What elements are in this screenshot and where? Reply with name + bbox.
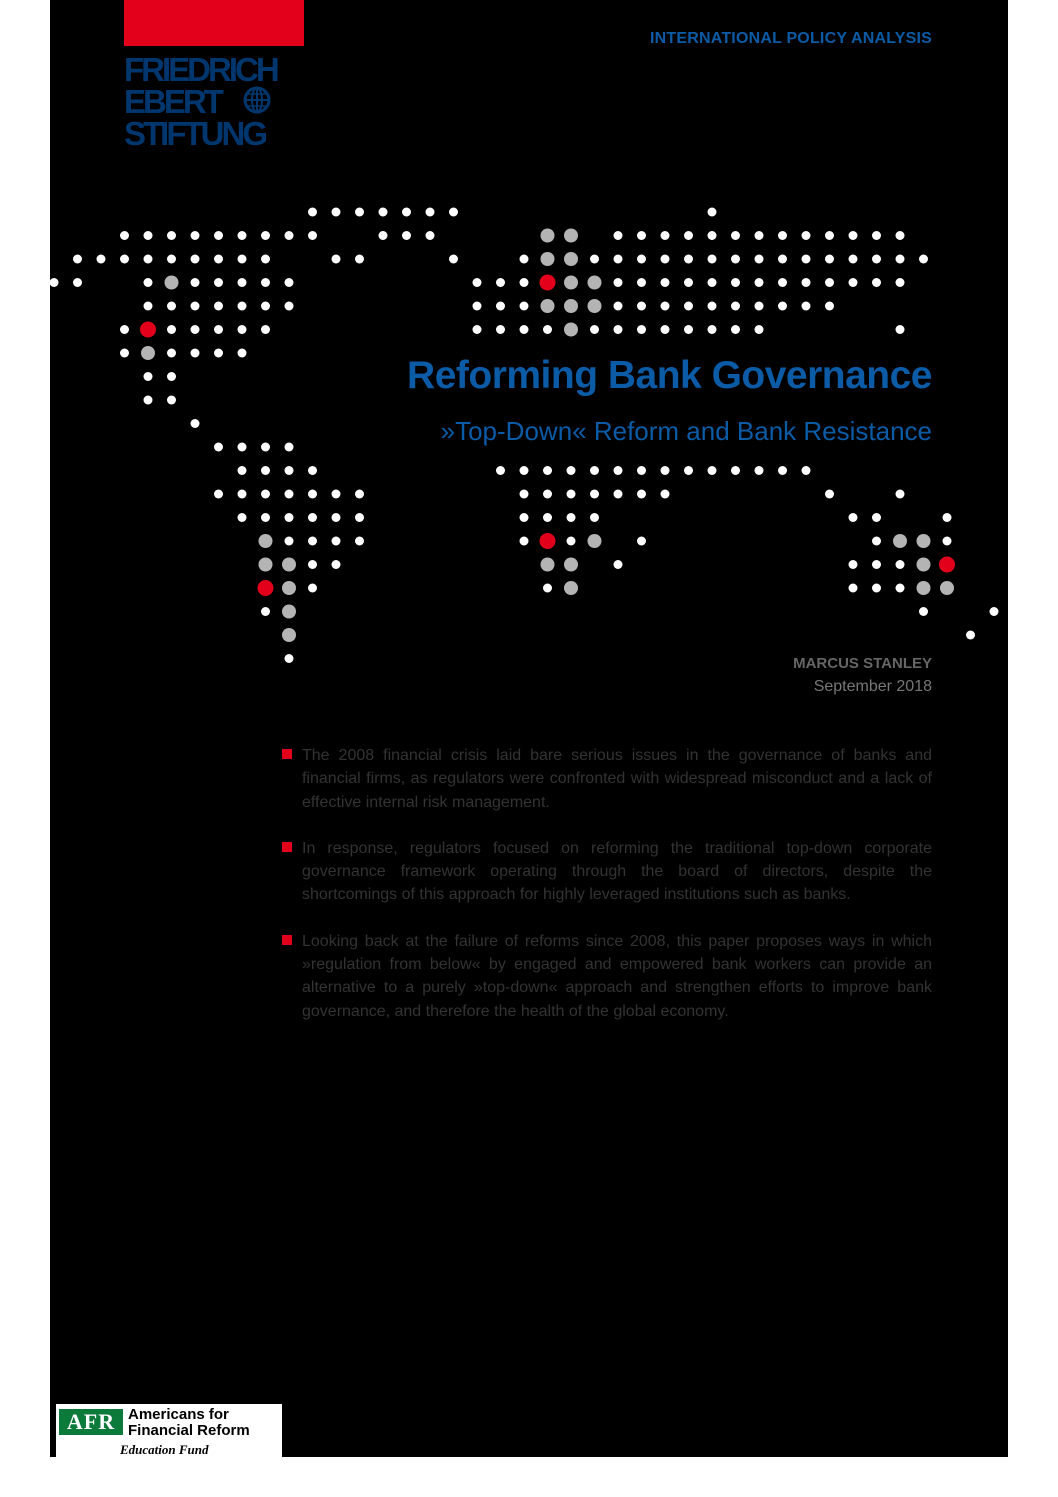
map-dot <box>214 325 223 334</box>
map-dot <box>637 490 646 499</box>
map-dot <box>614 231 623 240</box>
map-dot <box>708 255 717 264</box>
map-dot <box>261 443 270 452</box>
map-dot <box>355 490 364 499</box>
map-dot <box>261 466 270 475</box>
map-dot <box>943 513 952 522</box>
map-dot <box>285 302 294 311</box>
map-dot <box>637 466 646 475</box>
map-dot <box>778 231 787 240</box>
map-dot <box>661 302 670 311</box>
map-dot <box>564 581 578 595</box>
list-item-text: The 2008 financial crisis laid bare serious issues in the governance of banks and financial firms, as regulators were confronted with widespread misconduct and a lack of effective internal risk management. <box>302 747 932 811</box>
map-dot <box>282 605 296 619</box>
list-item-text: Looking back at the failure of reforms since 2008, this paper proposes ways in which »regulation from below« by engaged and empowered bank workers can provide an alternative to a purely »top-down« approach and strengthen efforts to improve bank governance, and therefore the health of the global economy. <box>302 932 932 1020</box>
map-dot <box>191 302 200 311</box>
map-dot <box>308 466 317 475</box>
map-dot <box>872 560 881 569</box>
map-dot <box>731 325 740 334</box>
map-dot <box>755 231 764 240</box>
map-dot <box>261 325 270 334</box>
map-dot <box>144 302 153 311</box>
map-dot <box>238 255 247 264</box>
map-dot <box>896 560 905 569</box>
map-dot <box>588 534 602 548</box>
map-dot <box>755 255 764 264</box>
map-dot <box>167 349 176 358</box>
map-dot <box>285 278 294 287</box>
map-dot <box>120 255 129 264</box>
map-dot <box>943 537 952 546</box>
afr-logo <box>56 1404 282 1460</box>
map-dot <box>543 325 552 334</box>
map-dot <box>238 490 247 499</box>
map-dot <box>917 558 931 572</box>
map-dot <box>590 325 599 334</box>
map-dot <box>896 278 905 287</box>
map-dot <box>496 278 505 287</box>
map-dot <box>285 443 294 452</box>
map-dot <box>308 208 317 217</box>
map-dot <box>402 208 411 217</box>
map-dot <box>520 513 529 522</box>
map-dot <box>167 372 176 381</box>
map-dot <box>214 490 223 499</box>
map-dot <box>191 419 200 428</box>
map-dot <box>614 490 623 499</box>
map-dot <box>355 255 364 264</box>
logo-line-3: STIFTUNG <box>124 115 265 152</box>
map-dot <box>588 299 602 313</box>
map-dot <box>778 278 787 287</box>
map-dot <box>285 231 294 240</box>
map-dot <box>637 537 646 546</box>
map-dot <box>825 490 834 499</box>
map-dot <box>849 584 858 593</box>
map-dot <box>708 466 717 475</box>
map-dot <box>637 325 646 334</box>
map-dot <box>567 466 576 475</box>
map-dot <box>778 302 787 311</box>
map-dot <box>893 534 907 548</box>
afr-name-line-2: Financial Reform <box>128 1422 250 1439</box>
map-dot <box>238 513 247 522</box>
map-dot <box>50 278 59 287</box>
map-dot <box>379 208 388 217</box>
map-dot <box>214 302 223 311</box>
page-subtitle: »Top-Down« Reform and Bank Resistance <box>440 416 932 446</box>
map-dot <box>917 534 931 548</box>
map-dot <box>919 607 928 616</box>
afr-abbr: AFR <box>59 1409 123 1435</box>
map-dot <box>285 513 294 522</box>
map-dot <box>541 558 555 572</box>
map-dot <box>97 255 106 264</box>
map-dot <box>564 558 578 572</box>
map-dot <box>919 255 928 264</box>
logo-line-1: FRIEDRICH <box>124 51 277 88</box>
map-dot <box>543 490 552 499</box>
map-dot <box>590 490 599 499</box>
map-dot-highlight <box>258 580 274 596</box>
map-dot <box>73 255 82 264</box>
map-dot <box>614 278 623 287</box>
map-dot <box>261 255 270 264</box>
map-dot <box>191 349 200 358</box>
map-dot <box>849 513 858 522</box>
map-dot <box>564 229 578 243</box>
map-dot <box>731 278 740 287</box>
map-dot <box>73 278 82 287</box>
map-dot <box>637 231 646 240</box>
map-dot <box>308 231 317 240</box>
map-dot <box>614 255 623 264</box>
map-dot <box>684 278 693 287</box>
map-dot <box>214 231 223 240</box>
map-dot <box>167 396 176 405</box>
map-dot <box>308 584 317 593</box>
map-dot <box>684 255 693 264</box>
afr-name-line-1: Americans for <box>128 1406 229 1423</box>
map-dot <box>564 323 578 337</box>
map-dot <box>285 466 294 475</box>
map-dot <box>167 302 176 311</box>
map-dot <box>259 534 273 548</box>
map-dot <box>473 302 482 311</box>
map-dot <box>214 349 223 358</box>
map-dot <box>308 560 317 569</box>
map-dot <box>238 231 247 240</box>
map-dot <box>590 513 599 522</box>
map-dot <box>332 490 341 499</box>
map-dot <box>214 278 223 287</box>
map-dot <box>541 229 555 243</box>
map-dot <box>238 278 247 287</box>
map-dot <box>238 443 247 452</box>
map-dot <box>285 654 294 663</box>
map-dot <box>849 255 858 264</box>
map-dot <box>541 299 555 313</box>
map-dot <box>332 560 341 569</box>
map-dot <box>564 299 578 313</box>
map-dot <box>165 276 179 290</box>
map-dot <box>731 466 740 475</box>
map-dot <box>896 325 905 334</box>
map-dot <box>684 231 693 240</box>
map-dot <box>567 490 576 499</box>
map-dot <box>872 278 881 287</box>
afr-fund: Education Fund <box>120 1442 209 1457</box>
map-dot <box>661 231 670 240</box>
map-dot <box>564 252 578 266</box>
map-dot <box>167 325 176 334</box>
map-dot <box>708 278 717 287</box>
map-dot <box>567 537 576 546</box>
map-dot <box>449 208 458 217</box>
map-dot <box>896 231 905 240</box>
map-dot <box>332 208 341 217</box>
map-dot <box>684 325 693 334</box>
map-dot <box>259 558 273 572</box>
map-dot <box>849 560 858 569</box>
map-dot <box>661 490 670 499</box>
map-dot <box>590 255 599 264</box>
map-dot <box>144 231 153 240</box>
map-dot <box>755 278 764 287</box>
map-dot <box>473 325 482 334</box>
logo-line-2: EBERT <box>124 83 221 120</box>
list-item-text: In response, regulators focused on reforming the traditional top-down corporate governance framework operating through the board of directors, despite the shortcomings of this approach for highly leveraged institutions such as banks. <box>302 839 932 904</box>
series-label: INTERNATIONAL POLICY ANALYSIS <box>650 30 932 47</box>
author-name: MARCUS STANLEY <box>793 655 932 672</box>
map-dot <box>520 302 529 311</box>
map-dot <box>872 584 881 593</box>
map-dot <box>872 513 881 522</box>
map-dot <box>355 208 364 217</box>
map-dot <box>355 537 364 546</box>
map-dot <box>661 278 670 287</box>
map-dot <box>282 558 296 572</box>
map-dot <box>896 255 905 264</box>
map-dot <box>825 231 834 240</box>
map-dot <box>661 325 670 334</box>
map-dot <box>940 581 954 595</box>
map-dot <box>661 255 670 264</box>
map-dot <box>261 513 270 522</box>
list-item <box>282 930 932 1023</box>
map-dot <box>802 255 811 264</box>
map-dot <box>144 278 153 287</box>
map-dot <box>872 231 881 240</box>
map-dot <box>755 325 764 334</box>
list-item <box>282 837 932 907</box>
map-dot <box>261 231 270 240</box>
map-dot <box>543 466 552 475</box>
map-dot <box>238 466 247 475</box>
map-dot <box>661 466 670 475</box>
map-dot <box>802 466 811 475</box>
map-dot <box>402 231 411 240</box>
map-dot <box>731 302 740 311</box>
map-dot <box>802 231 811 240</box>
map-dot <box>214 443 223 452</box>
map-dot <box>426 231 435 240</box>
map-dot <box>802 278 811 287</box>
map-dot <box>449 255 458 264</box>
map-dot <box>872 537 881 546</box>
map-dot <box>825 302 834 311</box>
bullet-square-icon <box>282 749 292 759</box>
map-dot <box>684 466 693 475</box>
world-dot-map-icon <box>0 0 1058 700</box>
map-dot <box>708 325 717 334</box>
map-dot <box>261 607 270 616</box>
bullet-square-icon <box>282 842 292 852</box>
map-dot <box>543 513 552 522</box>
map-dot <box>496 466 505 475</box>
map-dot <box>238 302 247 311</box>
map-dot <box>214 255 223 264</box>
page-title: Reforming Bank Governance <box>407 354 932 397</box>
map-dot <box>520 537 529 546</box>
map-dot <box>261 278 270 287</box>
map-dot <box>872 255 881 264</box>
map-dot <box>614 302 623 311</box>
map-dot <box>731 231 740 240</box>
map-dot <box>896 584 905 593</box>
bullet-square-icon <box>282 935 292 945</box>
map-dot <box>332 513 341 522</box>
map-dot <box>332 537 341 546</box>
map-dot <box>120 325 129 334</box>
map-dot <box>141 346 155 360</box>
map-dot <box>285 537 294 546</box>
map-dot <box>144 396 153 405</box>
map-dot <box>755 466 764 475</box>
map-dot <box>588 276 602 290</box>
list-item <box>282 744 932 814</box>
map-dot <box>917 581 931 595</box>
map-dot <box>191 231 200 240</box>
map-dot <box>708 208 717 217</box>
map-dot <box>426 208 435 217</box>
map-dot <box>567 513 576 522</box>
map-dot <box>849 231 858 240</box>
afr-name <box>128 1407 250 1439</box>
map-dot <box>282 581 296 595</box>
map-dot <box>543 584 552 593</box>
map-dot <box>708 302 717 311</box>
map-dot <box>238 349 247 358</box>
map-dot <box>238 325 247 334</box>
map-dot <box>896 490 905 499</box>
map-dot <box>285 490 294 499</box>
map-dot <box>520 255 529 264</box>
map-dot <box>637 278 646 287</box>
map-dot <box>167 255 176 264</box>
map-dot <box>520 278 529 287</box>
map-dot <box>966 631 975 640</box>
map-dot <box>379 231 388 240</box>
map-dot <box>120 349 129 358</box>
map-dot <box>308 490 317 499</box>
map-dot <box>849 278 858 287</box>
publication-date: September 2018 <box>813 678 932 695</box>
map-dot <box>282 628 296 642</box>
map-dot <box>332 255 341 264</box>
map-dot <box>520 466 529 475</box>
map-dot <box>308 537 317 546</box>
map-dot <box>191 278 200 287</box>
map-dot <box>825 255 834 264</box>
map-dot <box>778 255 787 264</box>
map-dot <box>144 255 153 264</box>
map-dot-highlight <box>140 322 156 338</box>
map-dot <box>191 325 200 334</box>
map-dot <box>261 490 270 499</box>
map-dot <box>520 325 529 334</box>
map-dot-highlight <box>540 533 556 549</box>
map-dot <box>261 302 270 311</box>
map-dot <box>825 278 834 287</box>
map-dot <box>541 252 555 266</box>
map-dot <box>496 302 505 311</box>
map-dot <box>144 372 153 381</box>
map-dot <box>520 490 529 499</box>
map-dot <box>355 513 364 522</box>
map-dot <box>590 466 599 475</box>
map-dot <box>802 302 811 311</box>
map-dot <box>191 255 200 264</box>
map-dot <box>637 255 646 264</box>
map-dot <box>167 231 176 240</box>
summary-list <box>282 744 932 1046</box>
map-dot <box>120 231 129 240</box>
map-dot <box>778 466 787 475</box>
map-dot <box>473 278 482 287</box>
map-dot <box>308 513 317 522</box>
map-dot <box>564 276 578 290</box>
map-dot <box>708 231 717 240</box>
map-dot <box>637 302 646 311</box>
map-dot <box>990 607 999 616</box>
map-dot <box>614 466 623 475</box>
map-dot-highlight <box>540 275 556 291</box>
map-dot <box>755 302 764 311</box>
map-dot <box>496 325 505 334</box>
map-dot <box>731 255 740 264</box>
map-dot-highlight <box>939 557 955 573</box>
map-dot <box>614 560 623 569</box>
map-dot <box>614 325 623 334</box>
map-dot <box>684 302 693 311</box>
